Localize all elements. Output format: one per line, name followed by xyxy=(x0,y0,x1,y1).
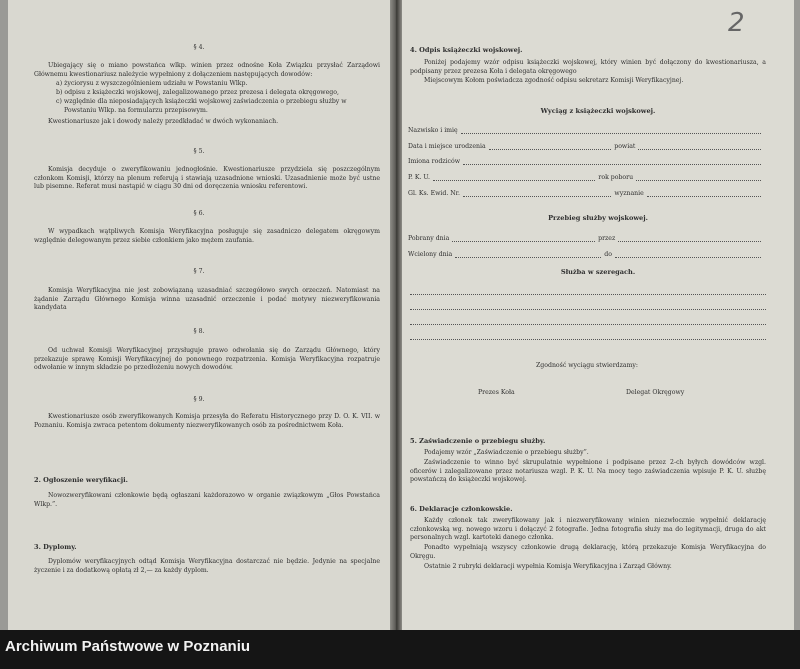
section-4-note: Kwestionariusze jak i dowody należy przedkładać w dwóch wykonaniach. xyxy=(48,118,279,125)
archive-name: Archiwum Państwowe w Poznaniu xyxy=(5,638,251,655)
section-4-right-paragraph: Poniżej podajemy wzór odpisu książeczki wojskowej, który winien być dołączony do kwestionariusza, a podpisany przez prezesa Koła i delegata okręgowego xyxy=(410,59,766,75)
confirm-label: Zgodność wyciągu stwierdzamy: xyxy=(536,362,639,369)
section-4-item-b: b) odpisu z książeczki wojskowej, zalegalizowanego przez prezesa i delegata okręgowego, xyxy=(56,89,339,96)
field-name: Nazwisko i imię xyxy=(408,127,764,134)
section-4-paragraph: Ubiegający się o miano powstańca wlkp. winien przez odnośne Koła Związku przysłać Zarządowi Głównemu kwestionariusz należycie wypełniony z dołączeniem następujących dowodów: xyxy=(34,62,380,78)
section-6-right-paragraph-1: Każdy członek tak zweryfikowany jak i niezweryfikowany winien niezwłocznie wypełnić deklarację członkowską wg. nowego wzoru i dołączyć 2 fotografie. Jedna fotografia służy ma do legitymacji, druga do akt personalnych wzgl. kartoteki danego członka. xyxy=(410,517,766,542)
service-title: Przebieg służby wojskowej. xyxy=(548,214,648,222)
extract-title: Wyciąg z książeczki wojskowej. xyxy=(540,107,656,115)
section-7-title: § 7. xyxy=(193,268,205,275)
section-9-title: § 9. xyxy=(193,396,205,403)
field-parents: Imiona rodziców xyxy=(408,158,764,165)
ranks-line xyxy=(410,294,766,295)
section-6-right-paragraph-3: Ostatnie 2 rubryki deklaracji wypełnia Komisja Weryfikacyjna i Zarząd Główny. xyxy=(424,563,672,570)
section-4-item-a: a) życiorysu z wyszczególnieniem udziału w Powstaniu Wlkp. xyxy=(56,80,248,87)
section-4-item-c: c) względnie dla nieposiadających książeczki wojskowej zaświadczenia o przebiegu służby w Powstaniu Wlkp. na formularzu przepisowym. xyxy=(56,98,347,114)
section-2-title: 2. Ogłoszenie weryfikacji. xyxy=(34,476,128,484)
section-5-paragraph: Komisja decyduje o zweryfikowaniu jednogłośnie. Kwestionariusze przydziela się poszczególnym członkom Komisji, którzy na plenum referują i stawiają uzasadnione wnioski. Uzasadnienie może być ustne lub pisemne. Referat musi nastąpić w ciągu 30 dni od doręczenia wniosku referentowi. xyxy=(34,166,380,191)
section-6-right-paragraph-2: Ponadto wypełniają wszyscy członkowie drugą deklarację, którą przekazuje Komisja Weryfikacyjna do Okręgu. xyxy=(410,544,766,560)
ranks-line xyxy=(410,339,766,340)
ranks-line xyxy=(410,324,766,325)
field-birth: Data i miejsce urodzenia powiat xyxy=(408,143,764,150)
section-5-right-paragraph-1: Podajemy wzór „Zaświadczenie o przebiegu służby”. xyxy=(424,449,589,456)
book-gutter xyxy=(390,0,402,630)
right-page xyxy=(402,0,794,630)
section-4-right-note: Miejscowym Kołom poświadcza zgodność odpisu sekretarz Komisji Weryfikacyjnej. xyxy=(424,77,684,84)
section-7-paragraph: Komisja Weryfikacyjna nie jest zobowiązaną uzasadniać szczegółowo swych orzeczeń. Natomiast na żądanie Zarządu Głównego Komisja winna uzasadnić orzeczenie i podać motywy niezweryfikowania kandydata xyxy=(34,287,380,312)
field-drafted: Pobrany dnia przez xyxy=(408,235,764,242)
page-number: 2 xyxy=(728,8,745,38)
section-6-right-title: 6. Deklaracje członkowskie. xyxy=(410,505,513,513)
section-6-paragraph: W wypadkach wątpliwych Komisja Weryfikacyjna posługuje się zasadniczo delegatem okręgowym względnie delegowanym przez siebie członkiem jako mężem zaufania. xyxy=(34,228,380,244)
field-pku: P. K. U. rok poboru xyxy=(408,174,764,181)
section-6-title: § 6. xyxy=(193,210,205,217)
field-gl: Gl. Ks. Ewid. Nr. wyznanie xyxy=(408,190,764,197)
signature-delegate: Delegat Okręgowy xyxy=(626,389,685,396)
section-8-title: § 8. xyxy=(193,328,205,335)
left-page xyxy=(8,0,390,630)
section-5-right-paragraph-2: Zaświadczenie to winno być skrupulatnie wypełnione i podpisane przez 2-ch byłych dowódców wzgl. oficerów i zalegalizowane przez notariusza wzgl. P. K. U. Na mocy tego zaświadczenia wpisuje P. K. U. służbę powstańczą do książeczki wojskowej. xyxy=(410,459,766,484)
section-5-right-title: 5. Zaświadczenie o przebiegu służby. xyxy=(410,437,546,445)
signature-president: Prezes Koła xyxy=(478,389,515,396)
section-4-title: § 4. xyxy=(193,44,205,51)
section-3-title: 3. Dyplomy. xyxy=(34,543,77,551)
section-8-paragraph: Od uchwał Komisji Weryfikacyjnej przysługuje prawo odwołania się do Zarządu Głównego, który przekazuje sprawę Komisji Weryfikacyjnej do ponownego rozpatrzenia. Komisja Weryfikacyjna rozpatruje odwołanie w innym składzie po przedłożeniu nowych dowodów. xyxy=(34,347,380,372)
section-2-paragraph: Nowozweryfikowani członkowie będą ogłaszani każdorazowo w organie związkowym „Głos Powstańca Wlkp.”. xyxy=(34,492,380,508)
ranks-line xyxy=(410,309,766,310)
ranks-title: Służba w szeregach. xyxy=(560,268,636,276)
field-joined: Wcielony dnia do xyxy=(408,251,764,258)
section-5-title: § 5. xyxy=(193,148,205,155)
section-4-right-title: 4. Odpis książeczki wojskowej. xyxy=(410,46,523,54)
section-9-paragraph: Kwestionariusze osób zweryfikowanych Komisja przesyła do Referatu Historycznego przy D. O. K. VII. w Poznaniu. Komisja zwraca petentom dokumenty niezweryfikowanych osób za pośrednictwem Koła. xyxy=(34,413,380,429)
section-3-paragraph: Dyplomów weryfikacyjnych odtąd Komisja Weryfikacyjna dostarczać nie będzie. Jedynie na specjalne życzenie i za dodatkową opłatą zł 2,— za każdy dyplom. xyxy=(34,558,380,574)
archive-footer xyxy=(0,630,800,669)
